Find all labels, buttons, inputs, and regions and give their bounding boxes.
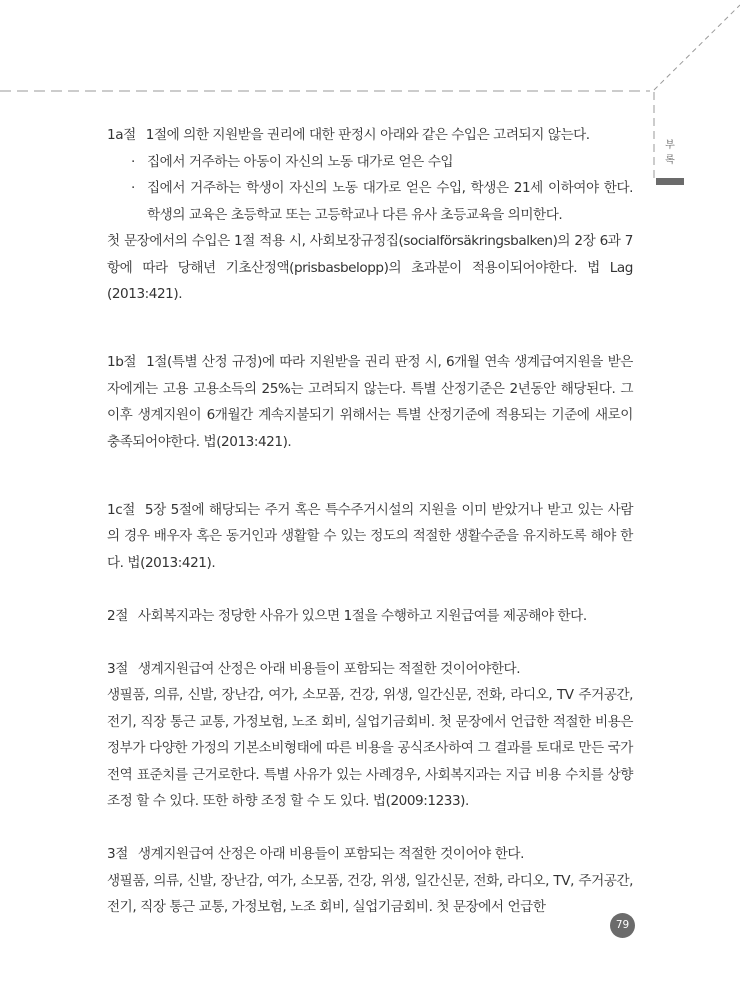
section-text: 1절(특별 산정 규정)에 따라 지원받을 권리 판정 시, 6개월 연속 생계급여지원을 받은 자에게는 고용 고용소득의 25%는 고려되지 않는다. 특별 산정기준은 2년동안 해당된다. 그 이후 생계지원이 6개월간 계속지불되기 위해서는 특별 산정기준에 적용되는 기준에 새로이 충족되어야한다. 법(2013:421). [107, 354, 633, 450]
section-label: 3절 [107, 846, 128, 862]
section-text: 사회복지과는 정당한 사유가 있으면 1절을 수행하고 지원급여를 제공해야 한다. [137, 607, 587, 624]
section-1a-tail: 첫 문장에서의 수입은 1절 적용 시, 사회보장규정집(socialförsäkringsbalken)의 2장 6과 7항에 따라 당해년 기초산정액(prisbasbelopp)의 초과분이 적용이되어야한다. 법 Lag (2013:421). [107, 233, 633, 302]
section-text: 생계지원급여 산정은 아래 비용들이 포함되는 적절한 것이어야한다. [137, 660, 521, 677]
section-label: 1c절 [107, 501, 135, 518]
bullet-icon: · [131, 180, 135, 196]
section-2 [107, 603, 633, 630]
list-item [107, 149, 633, 176]
section-label: 3절 [107, 660, 128, 677]
section-text: 5장 5절에 해당되는 주거 혹은 특수주거시설의 지원을 이미 받았거나 받고 있는 사람의 경우 배우자 혹은 동거인과 생활할 수 있는 정도의 적절한 생활수준을 유지하도록 해야 한다. 법(2013:421). [107, 501, 633, 571]
section-text: 1절에 의한 지원받을 권리에 대한 판정시 아래와 같은 수입은 고려되지 않는다. [145, 127, 590, 143]
section-label: 1a절 [107, 127, 136, 143]
side-tab-char-1: 부 [665, 140, 675, 151]
section-3-second-body: 생필품, 의류, 신발, 장난감, 여가, 소모품, 건강, 위생, 일간신문, 전화, 라디오, TV, 주거공간, 전기, 직장 통근 교통, 가정보험, 노조 회비, 실업기금회비. 첫 문장에서 언급한 [107, 872, 633, 915]
side-tab-char-2: 록 [665, 155, 675, 166]
section-3-second [107, 841, 633, 868]
page-number-badge: 79 [610, 913, 635, 938]
section-3-first-body: 생필품, 의류, 신발, 장난감, 여가, 소모품, 건강, 위생, 일간신문, 전화, 라디오, TV 주거공간, 전기, 직장 통근 교통, 가정보험, 노조 회비, 실업기금회비. 첫 문장에서 언급한 적절한 비용은 정부가 다양한 가정의 기본소비형태에 따른 비용을 공식조사하여 그 결과를 토대로 만든 국가 전역 표준치를 근거로한다. 특별 사유가 있는 사례경우, 사회복지과는 지급 비용 수치를 상향 조정 할 수 있다. 또한 하향 조정 할 수 도 있다. 법(2009:1233). [107, 687, 633, 809]
section-1c [107, 497, 633, 577]
section-3-first [107, 656, 633, 683]
section-1b [107, 349, 633, 455]
side-tab-bar [656, 178, 684, 185]
list-item [107, 175, 633, 228]
list-item-text: 집에서 거주하는 아동이 자신의 노동 대가로 얻은 수입 [147, 153, 454, 170]
list-item-text: 집에서 거주하는 학생이 자신의 노동 대가로 얻은 수입, 학생은 21세 이하여야 한다. 학생의 교육은 초등학교 또는 고등학교나 다른 유사 초등교육을 의미한다. [147, 180, 633, 223]
section-text: 생계지원급여 산정은 아래 비용들이 포함되는 적절한 것이어야 한다. [137, 846, 524, 862]
bullet-icon: · [131, 153, 135, 170]
corner-dashed-diagonal [654, 5, 740, 90]
document-body [107, 122, 633, 921]
section-label: 2절 [107, 607, 128, 624]
section-label: 1b절 [107, 354, 137, 370]
section-1a [107, 122, 633, 149]
appendix-side-tab [656, 138, 684, 168]
